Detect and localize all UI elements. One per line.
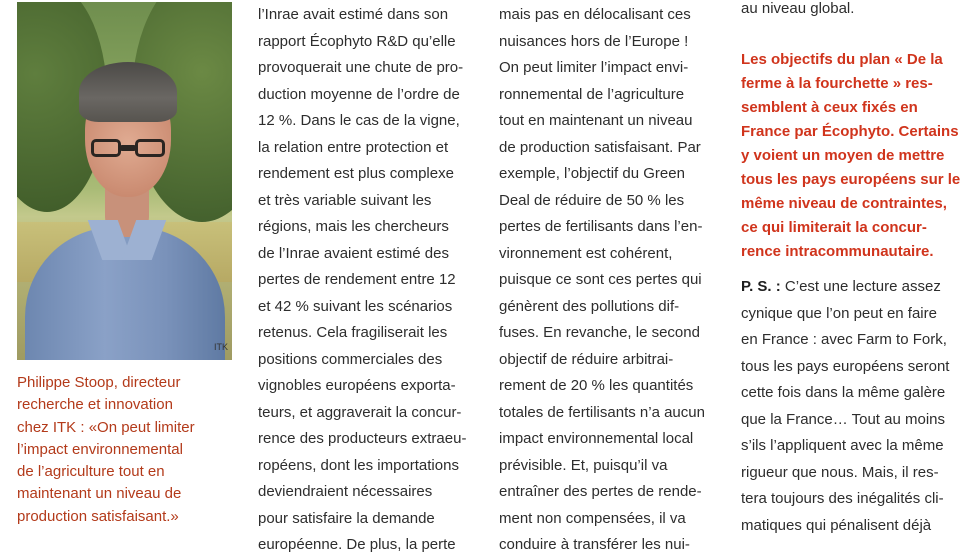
text-line: de production satisfaisant. Par <box>499 138 701 156</box>
text-line: ronnemental de l’agriculture <box>499 85 685 103</box>
photo-credit: ITK <box>213 342 228 352</box>
text-line: totales de fertilisants n’a aucun <box>499 403 705 421</box>
text-line: génèrent des pollutions dif- <box>499 297 680 315</box>
postscript-first-line: C’est une lecture assez <box>780 278 941 295</box>
article-column-3-top <box>741 0 960 22</box>
text-line: tera toujours des inégalités cli- <box>741 490 944 507</box>
photo-hair <box>79 62 177 122</box>
text-line: tout en maintenant un niveau <box>499 112 693 129</box>
text-line: rapport Écophyto R&D qu’elle <box>258 32 456 50</box>
highlight-line: France par Écophyto. Certains <box>741 123 959 140</box>
highlight-line: Les objectifs du plan « De la <box>741 51 943 68</box>
text-line: de l’Inrae avaient estimé des <box>258 244 449 262</box>
text-line: entraîner des pertes de rende- <box>499 483 702 500</box>
text-line: Deal de réduire de 50 % les <box>499 191 685 209</box>
text-line: deviendraient nécessaires <box>258 483 433 500</box>
text-line: vignobles européens exporta- <box>258 377 456 394</box>
text-line: On peut limiter l’impact envi- <box>499 59 689 76</box>
text-line: cette fois dans la même galère <box>741 384 946 401</box>
text-line: vironnement est cohérent, <box>499 244 673 262</box>
text-line: conduire à transférer les nui- <box>499 536 690 553</box>
text-line: mais pas en délocalisant ces <box>499 6 691 23</box>
text-line: en France : avec Farm to Fork, <box>741 331 947 348</box>
text-line: au niveau global. <box>741 0 855 17</box>
article-column-2 <box>499 2 716 559</box>
text-line: rement de 20 % les quantités <box>499 377 694 394</box>
text-line: duction moyenne de l’ordre de <box>258 85 460 103</box>
caption-line: maintenant un niveau de <box>17 485 182 503</box>
text-line: cynique que l’on peut en faire <box>741 304 937 322</box>
text-line: pertes de rendement entre 12 <box>258 271 456 288</box>
highlight-line: tous les pays européens sur le <box>741 171 961 188</box>
text-line: tous les pays européens seront <box>741 357 950 375</box>
text-line: pertes de fertilisants dans l’en- <box>499 218 703 235</box>
text-line: rigueur que nous. Mais, il res- <box>741 463 939 481</box>
text-line: pour satisfaire la demande <box>258 509 435 527</box>
caption-line: l’impact environnemental <box>17 440 183 458</box>
highlight-line: rence intracommunautaire. <box>741 243 934 260</box>
text-line: et 42 % suivant les scénarios <box>258 297 453 315</box>
highlight-paragraph <box>741 48 960 264</box>
text-line: positions commerciales des <box>258 350 443 368</box>
text-line: objectif de réduire arbitrai- <box>499 350 674 368</box>
text-line: nuisances hors de l’Europe ! <box>499 32 689 50</box>
text-line: ment non compensées, il va <box>499 509 686 527</box>
text-line: et très variable suivant les <box>258 191 432 209</box>
portrait-photo <box>17 2 232 360</box>
text-line: puisque ce sont ces pertes qui <box>499 271 702 288</box>
postscript-label: P. S. : <box>741 278 781 295</box>
text-line: impact environnemental local <box>499 430 694 447</box>
text-line: rendement est plus complexe <box>258 165 454 182</box>
caption-line: production satisfaisant.» <box>17 507 179 525</box>
postscript-paragraph <box>741 274 960 539</box>
text-line: l’Inrae avait estimé dans son <box>258 6 449 23</box>
highlight-line: ferme à la fourchette » res- <box>741 75 933 92</box>
highlight-line: semblent à ceux fixés en <box>741 99 918 116</box>
photo-caption <box>17 372 232 528</box>
highlight-line: même niveau de contraintes, <box>741 195 947 212</box>
text-line: retenus. Cela fragiliserait les <box>258 324 448 341</box>
text-line: s’ils l’appliquent avec la même <box>741 437 944 454</box>
text-line: exemple, l’objectif du Green <box>499 165 685 182</box>
text-line: fuses. En revanche, le second <box>499 324 700 341</box>
article-column-1 <box>258 2 470 559</box>
text-line <box>741 274 960 301</box>
text-line: européenne. De plus, la perte <box>258 536 456 553</box>
caption-line: chez ITK : «On peut limiter <box>17 418 195 436</box>
photo-glasses <box>91 139 167 159</box>
text-line: 12 %. Dans le cas de la vigne, <box>258 112 460 129</box>
text-line: provoquerait une chute de pro- <box>258 59 464 76</box>
text-line: teurs, et aggraverait la concur- <box>258 403 462 421</box>
highlight-line: ce qui limiterait la concur- <box>741 219 927 236</box>
text-line: régions, mais les chercheurs <box>258 218 449 235</box>
caption-line: recherche et innovation <box>17 396 173 414</box>
text-line: prévisible. Et, puisqu’il va <box>499 456 668 474</box>
text-line: que la France… Tout au moins <box>741 410 946 428</box>
text-line: ropéens, dont les importations <box>258 456 459 474</box>
text-line: matiques qui pénalisent déjà <box>741 516 932 534</box>
text-line: rence des producteurs extraeu- <box>258 430 467 447</box>
text-line: la relation entre protection et <box>258 138 449 156</box>
highlight-line: y voient un moyen de mettre <box>741 147 945 164</box>
caption-line: de l’agriculture tout en <box>17 463 165 481</box>
caption-line: Philippe Stoop, directeur <box>17 374 181 391</box>
